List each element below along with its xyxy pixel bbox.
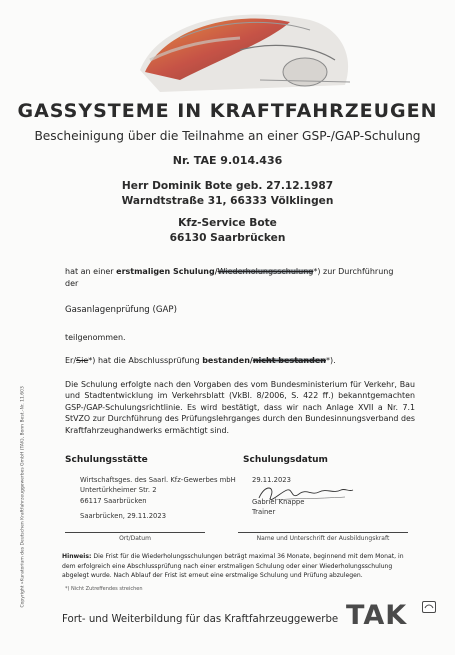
footer-tagline: Fort- und Weiterbildung für das Kraftfahrzeuggewerbe — [62, 614, 339, 625]
slash2: / — [249, 356, 253, 365]
participant-name-birth: Herr Dominik Bote geb. 27.12.1987 — [121, 180, 334, 192]
exam-result-line — [65, 356, 336, 365]
hint-note — [62, 552, 418, 581]
intro-suffix: *) zur Durchführung — [313, 267, 394, 276]
der-label: der — [65, 279, 79, 288]
venue-line3: 66117 Saarbrücken — [80, 497, 147, 505]
venue-place-date: Saarbrücken, 29.11.2023 — [80, 512, 167, 520]
first-training-option: erstmaligen Schulung — [116, 267, 215, 276]
tak-logo-badge-icon — [422, 601, 436, 613]
er-option: Er/ — [65, 356, 77, 365]
document-subtitle: Bescheinigung über die Teilnahme an einer GSP-/GAP-Schulung — [34, 129, 421, 143]
place-date-rule — [65, 532, 205, 533]
participated-text: teilgenommen. — [65, 333, 126, 342]
exam-suffix: *). — [325, 356, 336, 365]
training-type-line — [65, 267, 393, 276]
certificate-number: Nr. TAE 9.014.436 — [172, 154, 283, 167]
date-heading: Schulungsdatum — [243, 455, 328, 465]
participant-city: 66130 Saarbrücken — [169, 232, 286, 244]
exam-prefix: *) hat die Abschlussprüfung — [88, 356, 203, 365]
not-passed-option-struck: nicht bestanden — [252, 356, 326, 365]
participant-address: Warndtstraße 31, 66333 Völklingen — [121, 195, 334, 207]
trainer-name: Gabriel Knappe — [252, 498, 305, 506]
slash: / — [214, 267, 218, 276]
copyright-side-text — [18, 386, 28, 610]
sie-option-struck: Sie — [76, 356, 89, 365]
venue-line2: Untertürkheimer Str. 2 — [80, 486, 157, 494]
course-name: Gasanlagenprüfung (GAP) — [65, 305, 177, 315]
tak-logo: TAK — [346, 600, 408, 631]
participant-company: Kfz-Service Bote — [178, 217, 277, 229]
trainer-role: Trainer — [252, 508, 276, 516]
training-date: 29.11.2023 — [252, 476, 291, 484]
car-sketch-illustration — [120, 0, 360, 98]
document-title: GASSYSTEME IN KRAFTFAHRZEUGEN — [17, 100, 438, 122]
passed-option: bestanden — [202, 356, 250, 365]
copyright-text: Copyright »Kuratorium des Deutschen Kraftfahrzeuggewerbes GmbH (TAK), Bonn Best.-Nr. 11.603 — [20, 386, 26, 608]
footnote: *) Nicht Zutreffendes streichen — [65, 586, 143, 592]
hint-label: Hinweis: — [62, 553, 92, 560]
hint-text: Die Frist für die Wiederholungsschulungen beträgt maximal 36 Monate, beginnend mit dem Monat, in dem erfolgreich eine Abschlussprüfung nach einer erstmaligen Schulung oder einer Wiederholungsschulung abgelegt wurde. Nach Ablauf der Frist ist erneut eine erstmalige Schulung und Prüfung abzulegen. — [62, 553, 404, 579]
place-date-caption: Ort/Datum — [119, 535, 151, 542]
venue-heading: Schulungsstätte — [65, 455, 148, 465]
repeat-training-option-struck: Wiederholungsschulung — [217, 267, 314, 276]
legal-paragraph: Die Schulung erfolgte nach den Vorgaben des vom Bundesministerium für Verkehr, Bau und Stadtentwicklung im Verkehrsblatt (VkBl. 8/2006, S. 422 ff.) bekanntgemachten GSP-/GAP-Schulungsrichtlinie. Es wird bestätigt, dass wir nach Anlage XVII a Nr. 7.1 StVZO zur Durchführung des Prüfungslehrganges durch den Bundesinnungsverband des Kraftfahrzeughandwerks ermächtigt sind. — [65, 380, 415, 435]
intro-prefix: hat an einer — [65, 267, 117, 276]
venue-line1: Wirtschaftsges. des Saarl. Kfz-Gewerbes mbH — [80, 476, 236, 484]
signature-rule — [238, 532, 408, 533]
signature-caption: Name und Unterschrift der Ausbildungskraft — [256, 535, 390, 542]
